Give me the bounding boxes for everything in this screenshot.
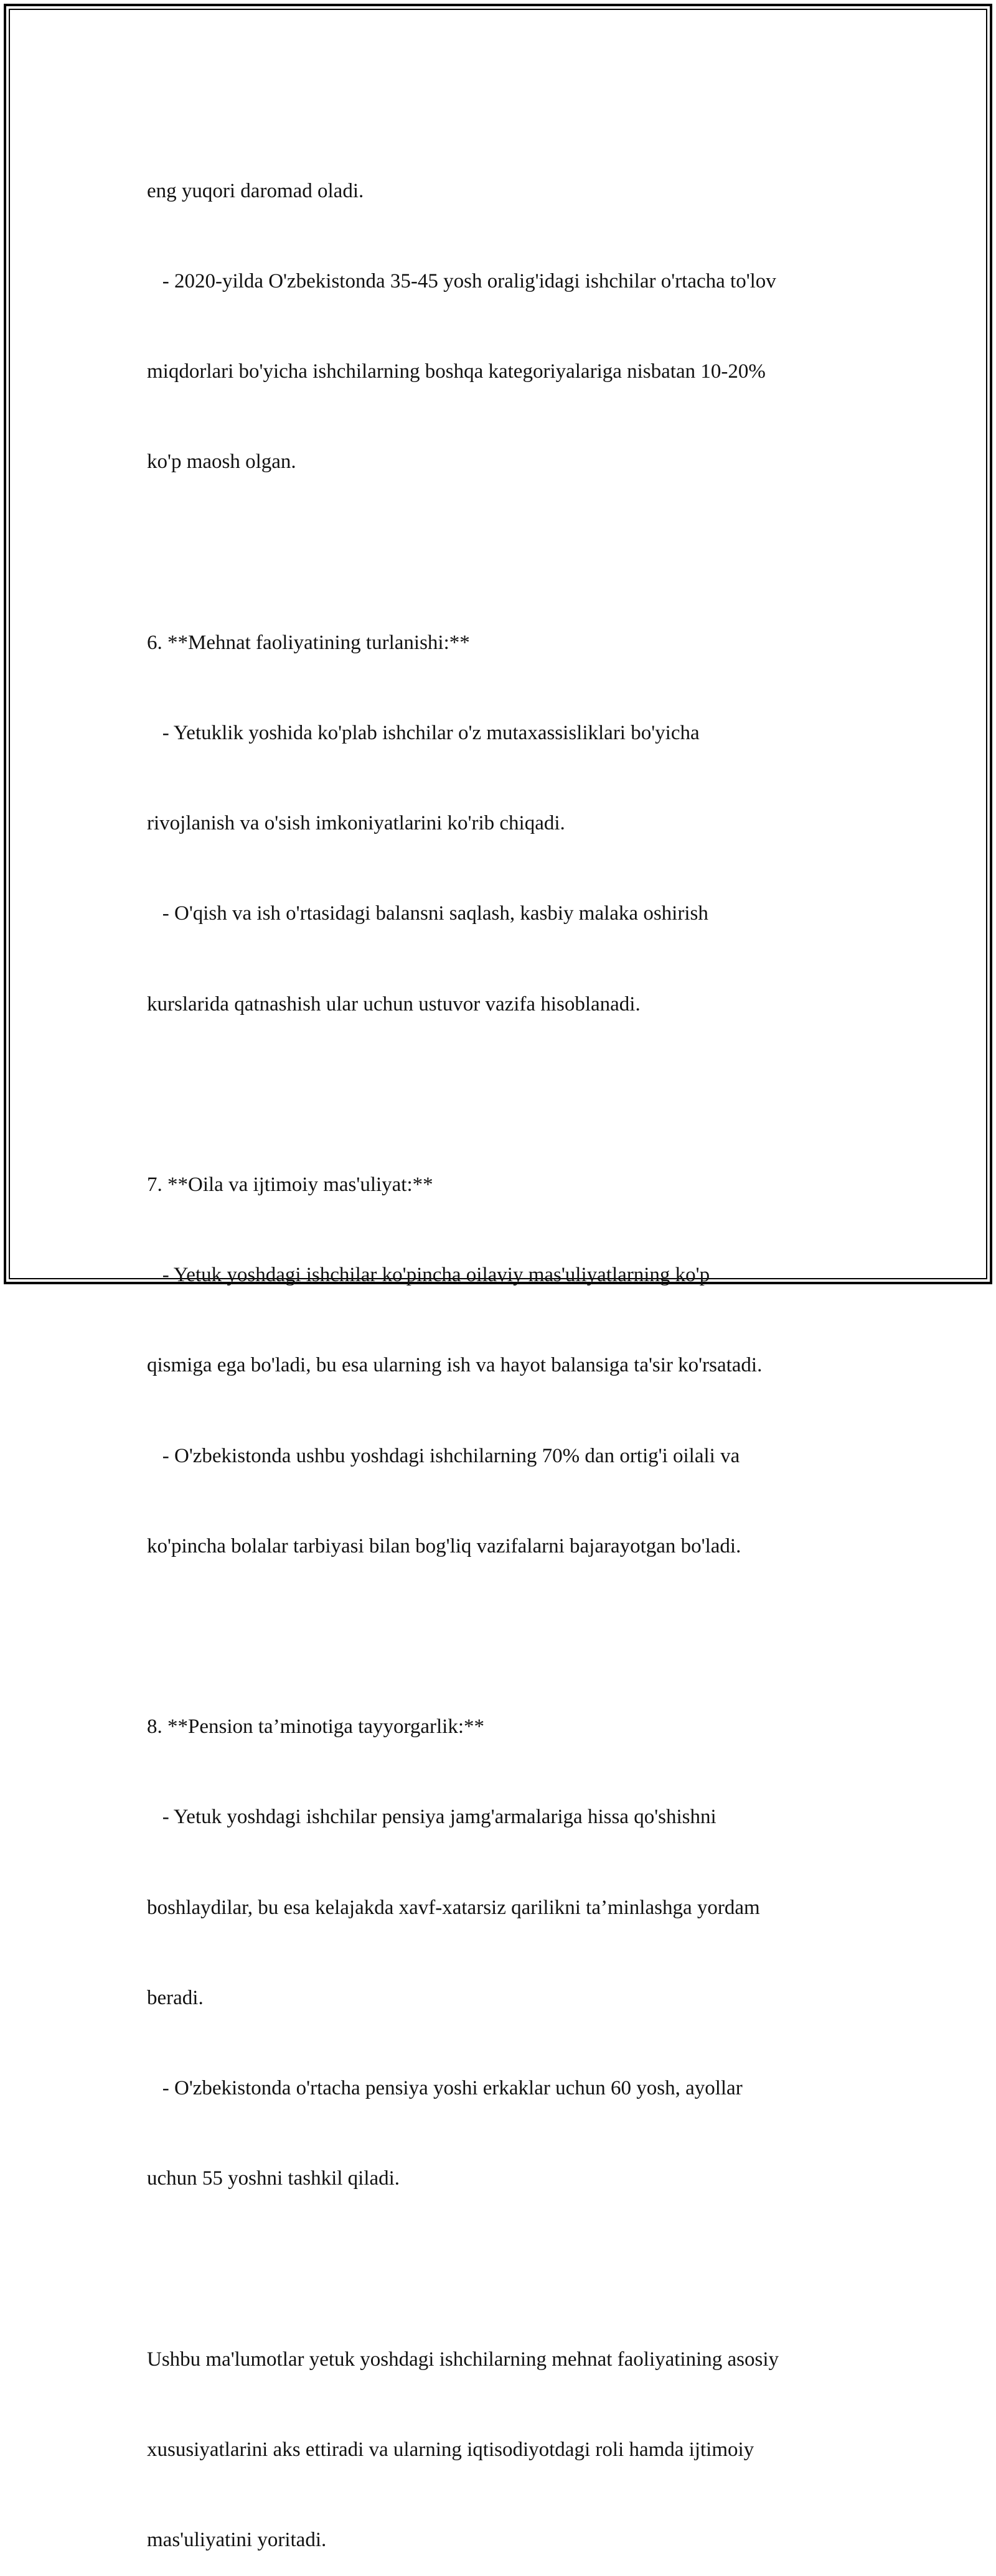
blank-line <box>147 2254 863 2284</box>
text-line: - O'qish va ish o'rtasidagi balansni saqlash, kasbiy malaka oshirish <box>147 902 708 925</box>
conclusion-line: Ushbu ma'lumotlar yetuk yoshdagi ishchilarning mehnat faoliyatining asosiy <box>147 2348 779 2371</box>
document-body <box>147 116 863 2576</box>
section-heading-6: 6. **Mehnat faoliyatining turlanishi:** <box>147 631 470 654</box>
conclusion-line: xususiyatlarini aks ettiradi va ularning iqtisodiyotdagi roli hamda ijtimoiy <box>147 2438 754 2461</box>
section-heading-8: 8. **Pension ta’minotiga tayyorgarlik:** <box>147 1715 484 1738</box>
text-line: beradi. <box>147 1986 204 2009</box>
text-line: - 2020-yilda O'zbekistonda 35-45 yosh oralig'idagi ishchilar o'rtacha to'lov <box>147 270 776 293</box>
text-line: - O'zbekistonda o'rtacha pensiya yoshi erkaklar uchun 60 yosh, ayollar <box>147 2077 743 2100</box>
text-line: - Yetuklik yoshida ko'plab ishchilar o'z mutaxassisliklari bo'yicha <box>147 722 700 745</box>
text-line: uchun 55 yoshni tashkil qiladi. <box>147 2167 400 2190</box>
text-line: - O'zbekistonda ushbu yoshdagi ishchilarning 70% dan ortig'i oilali va <box>147 1444 740 1467</box>
text-line: miqdorlari bo'yicha ishchilarning boshqa kategoriyalariga nisbatan 10-20% <box>147 360 766 383</box>
text-line: rivojlanish va o'sish imkoniyatlarini ko'rib chiqadi. <box>147 812 565 835</box>
text-line: ko'pincha bolalar tarbiyasi bilan bog'liq vazifalarni bajarayotgan bo'ladi. <box>147 1534 741 1557</box>
text-line: kurslarida qatnashish ular uchun ustuvor vazifa hisoblanadi. <box>147 992 641 1015</box>
conclusion-line: mas'uliyatini yoritadi. <box>147 2529 327 2552</box>
text-line: - Yetuk yoshdagi ishchilar pensiya jamg'armalariga hissa qo'shishni <box>147 1806 716 1829</box>
text-line: qismiga ega bo'ladi, bu esa ularning ish va hayot balansiga ta'sir ko'rsatadi. <box>147 1354 763 1377</box>
blank-line <box>147 538 863 567</box>
text-line: ko'p maosh olgan. <box>147 450 296 474</box>
blank-line <box>147 1080 863 1109</box>
text-line: boshlaydilar, bu esa kelajakda xavf-xatarsiz qarilikni ta’minlashga yordam <box>147 1896 760 1919</box>
text-line: eng yuqori daromad oladi. <box>147 179 364 202</box>
section-heading-7: 7. **Oila va ijtimoiy mas'uliyat:** <box>147 1174 433 1197</box>
blank-line <box>147 1622 863 1651</box>
text-line: - Yetuk yoshdagi ishchilar ko'pincha oilaviy mas'uliyatlarning ko'p <box>147 1264 710 1287</box>
